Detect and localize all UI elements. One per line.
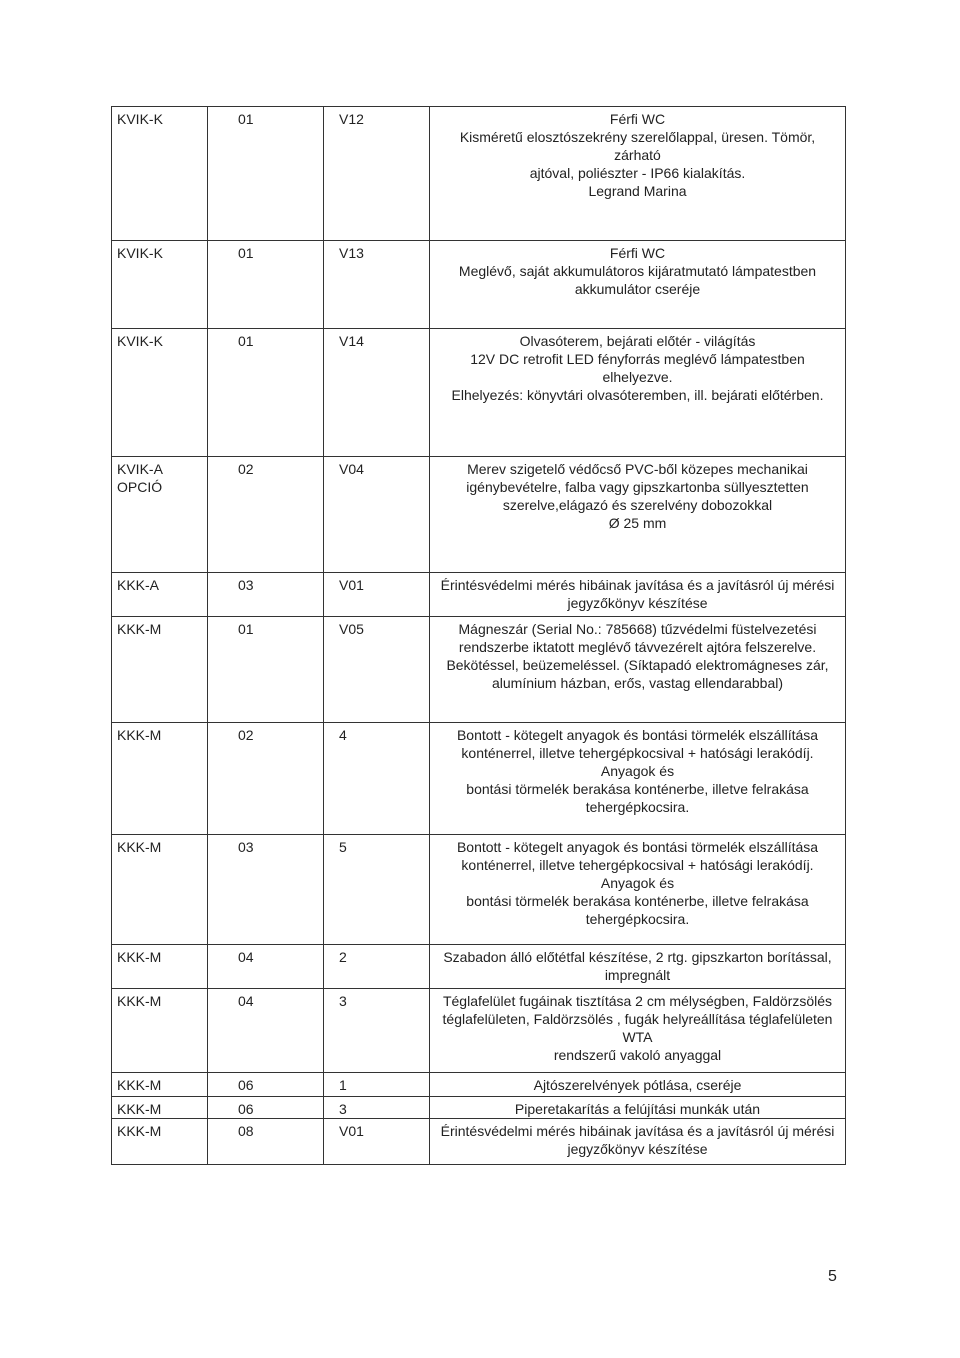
description-line: Mágneszár (Serial No.: 785668) tűzvédelmi füstelvezetési [458, 621, 817, 637]
description-line: Legrand Marina [588, 183, 687, 199]
description-cell [430, 457, 846, 573]
description-line: rendszerbe iktatott meglévő távvezérelt ajtóra felszerelve. [458, 639, 817, 655]
description-line: ajtóval, poliészter - IP66 kialakítás. [529, 165, 746, 181]
code-text: KVIK-K [117, 245, 163, 261]
description-line: Férfi WC [609, 111, 666, 127]
code-text: KKK-M [117, 621, 162, 637]
description-cell [430, 329, 846, 457]
description-cell [430, 617, 846, 723]
description-line: tehergépkocsira. [585, 911, 690, 927]
code-text: KKK-M [117, 1077, 162, 1093]
description-line: Elhelyezés: könyvtári olvasóteremben, ill. bejárati előtérben. [451, 387, 824, 403]
table-row [112, 573, 846, 617]
table-row [112, 329, 846, 457]
description-cell [430, 989, 846, 1073]
description-cell [430, 945, 846, 989]
code-cell [112, 1119, 208, 1165]
description-line: 12V DC retrofit LED fényforrás meglévő lámpatestben elhelyezve. [470, 351, 805, 385]
description-cell [430, 1073, 846, 1097]
number-cell: 02 [208, 723, 324, 835]
code-text: KKK-M [117, 727, 162, 743]
table-row [112, 945, 846, 989]
description-line: Bekötéssel, beüzemeléssel. (Síktapadó elektromágneses zár, [446, 657, 829, 673]
position-cell: V04 [324, 457, 430, 573]
code-cell [112, 617, 208, 723]
description-line: jegyzőkönyv készítése [567, 1141, 708, 1157]
position-cell: 1 [324, 1073, 430, 1097]
number-cell: 04 [208, 945, 324, 989]
page-number: 5 [828, 1268, 837, 1285]
table-row [112, 989, 846, 1073]
description-cell [430, 835, 846, 945]
code-cell [112, 945, 208, 989]
position-cell: V14 [324, 329, 430, 457]
description-line: jegyzőkönyv készítése [567, 595, 708, 611]
code-text: KKK-A [117, 577, 160, 593]
description-line: Ajtószerelvények pótlása, cseréje [533, 1077, 742, 1093]
description-line: Kisméretű elosztószekrény szerelőlappal, üresen. Tömör, zárható [459, 129, 816, 163]
code-text: KVIK-A [117, 461, 163, 477]
position-cell: V01 [324, 1119, 430, 1165]
position-cell: 4 [324, 723, 430, 835]
table-row [112, 723, 846, 835]
number-cell: 01 [208, 107, 324, 241]
table-row [112, 835, 846, 945]
description-line: Olvasóterem, bejárati előtér - világítás [519, 333, 756, 349]
description-line: tehergépkocsira. [585, 799, 690, 815]
code-text: KKK-M [117, 993, 162, 1009]
code-text: KKK-M [117, 949, 162, 965]
table-row [112, 457, 846, 573]
position-cell: V01 [324, 573, 430, 617]
position-cell: V05 [324, 617, 430, 723]
code-text: KKK-M [117, 1101, 162, 1117]
code-cell [112, 1097, 208, 1119]
description-line: bontási törmelék berakása konténerbe, illetve felrakása [466, 781, 809, 797]
code-text: KVIK-K [117, 111, 163, 127]
description-cell [430, 573, 846, 617]
description-line: Szabadon álló előtétfal készítése, 2 rtg. gipszkarton borítással, [443, 949, 832, 965]
description-line: Érintésvédelmi mérés hibáinak javítása és a javításról új mérési [440, 577, 835, 593]
code-cell [112, 457, 208, 573]
code-text: KVIK-K [117, 333, 163, 349]
table-row [112, 617, 846, 723]
description-line: Téglafelület fugáinak tisztítása 2 cm mélységben, Faldörzsölés [442, 993, 833, 1009]
number-cell: 01 [208, 241, 324, 329]
code-cell [112, 989, 208, 1073]
position-cell: V12 [324, 107, 430, 241]
description-line: akkumulátor cseréje [574, 281, 701, 297]
table-row [112, 241, 846, 329]
code-cell [112, 835, 208, 945]
number-cell: 01 [208, 617, 324, 723]
description-line: alumínium házban, erős, vastag ellendarabbal) [491, 675, 784, 691]
description-line: bontási törmelék berakása konténerbe, illetve felrakása [466, 893, 809, 909]
description-line: Bontott - kötegelt anyagok és bontási törmelék elszállítása [456, 727, 819, 743]
description-line: konténerrel, illetve tehergépkocsival + hatósági lerakódíj. Anyagok és [461, 745, 814, 779]
table-row [112, 1073, 846, 1097]
work-items-table [111, 106, 846, 1165]
position-cell: 3 [324, 989, 430, 1073]
description-line: Érintésvédelmi mérés hibáinak javítása és a javításról új mérési [440, 1123, 835, 1139]
position-cell: 2 [324, 945, 430, 989]
position-cell: V13 [324, 241, 430, 329]
number-cell: 02 [208, 457, 324, 573]
number-cell: 03 [208, 573, 324, 617]
table-row [112, 107, 846, 241]
number-cell: 08 [208, 1119, 324, 1165]
description-line: téglafelületen, Faldörzsölés , fugák helyreállítása téglafelületen WTA [442, 1011, 833, 1045]
number-cell: 01 [208, 329, 324, 457]
description-line: Merev szigetelő védőcső PVC-ből közepes mechanikai [467, 461, 808, 477]
description-line: Férfi WC [609, 245, 666, 261]
description-line: Meglévő, saját akkumulátoros kijáratmutató lámpatestben [458, 263, 817, 279]
description-line: igénybevételre, falba vagy gipszkartonba süllyesztetten [466, 479, 809, 495]
code-cell [112, 329, 208, 457]
description-line: konténerrel, illetve tehergépkocsival + hatósági lerakódíj. Anyagok és [461, 857, 814, 891]
description-cell [430, 241, 846, 329]
table-row [112, 1119, 846, 1165]
description-cell [430, 107, 846, 241]
number-cell: 03 [208, 835, 324, 945]
position-cell: 5 [324, 835, 430, 945]
description-cell [430, 1097, 846, 1119]
code-option-text: OPCIÓ [117, 479, 163, 495]
code-cell [112, 107, 208, 241]
code-text: KKK-M [117, 839, 162, 855]
position-cell: 3 [324, 1097, 430, 1119]
number-cell: 06 [208, 1097, 324, 1119]
description-line: Bontott - kötegelt anyagok és bontási törmelék elszállítása [456, 839, 819, 855]
description-cell [430, 1119, 846, 1165]
code-text: KKK-M [117, 1123, 162, 1139]
description-line: impregnált [604, 967, 671, 983]
code-cell [112, 723, 208, 835]
code-cell [112, 1073, 208, 1097]
description-line: Ø 25 mm [608, 515, 667, 531]
description-line: rendszerű vakoló anyaggal [553, 1047, 722, 1063]
code-cell [112, 241, 208, 329]
description-line: Piperetakarítás a felújítási munkák után [514, 1101, 761, 1117]
description-cell [430, 723, 846, 835]
code-cell [112, 573, 208, 617]
number-cell: 04 [208, 989, 324, 1073]
description-line: szerelve,elágazó és szerelvény dobozokkal [502, 497, 773, 513]
number-cell: 06 [208, 1073, 324, 1097]
table-row [112, 1097, 846, 1119]
